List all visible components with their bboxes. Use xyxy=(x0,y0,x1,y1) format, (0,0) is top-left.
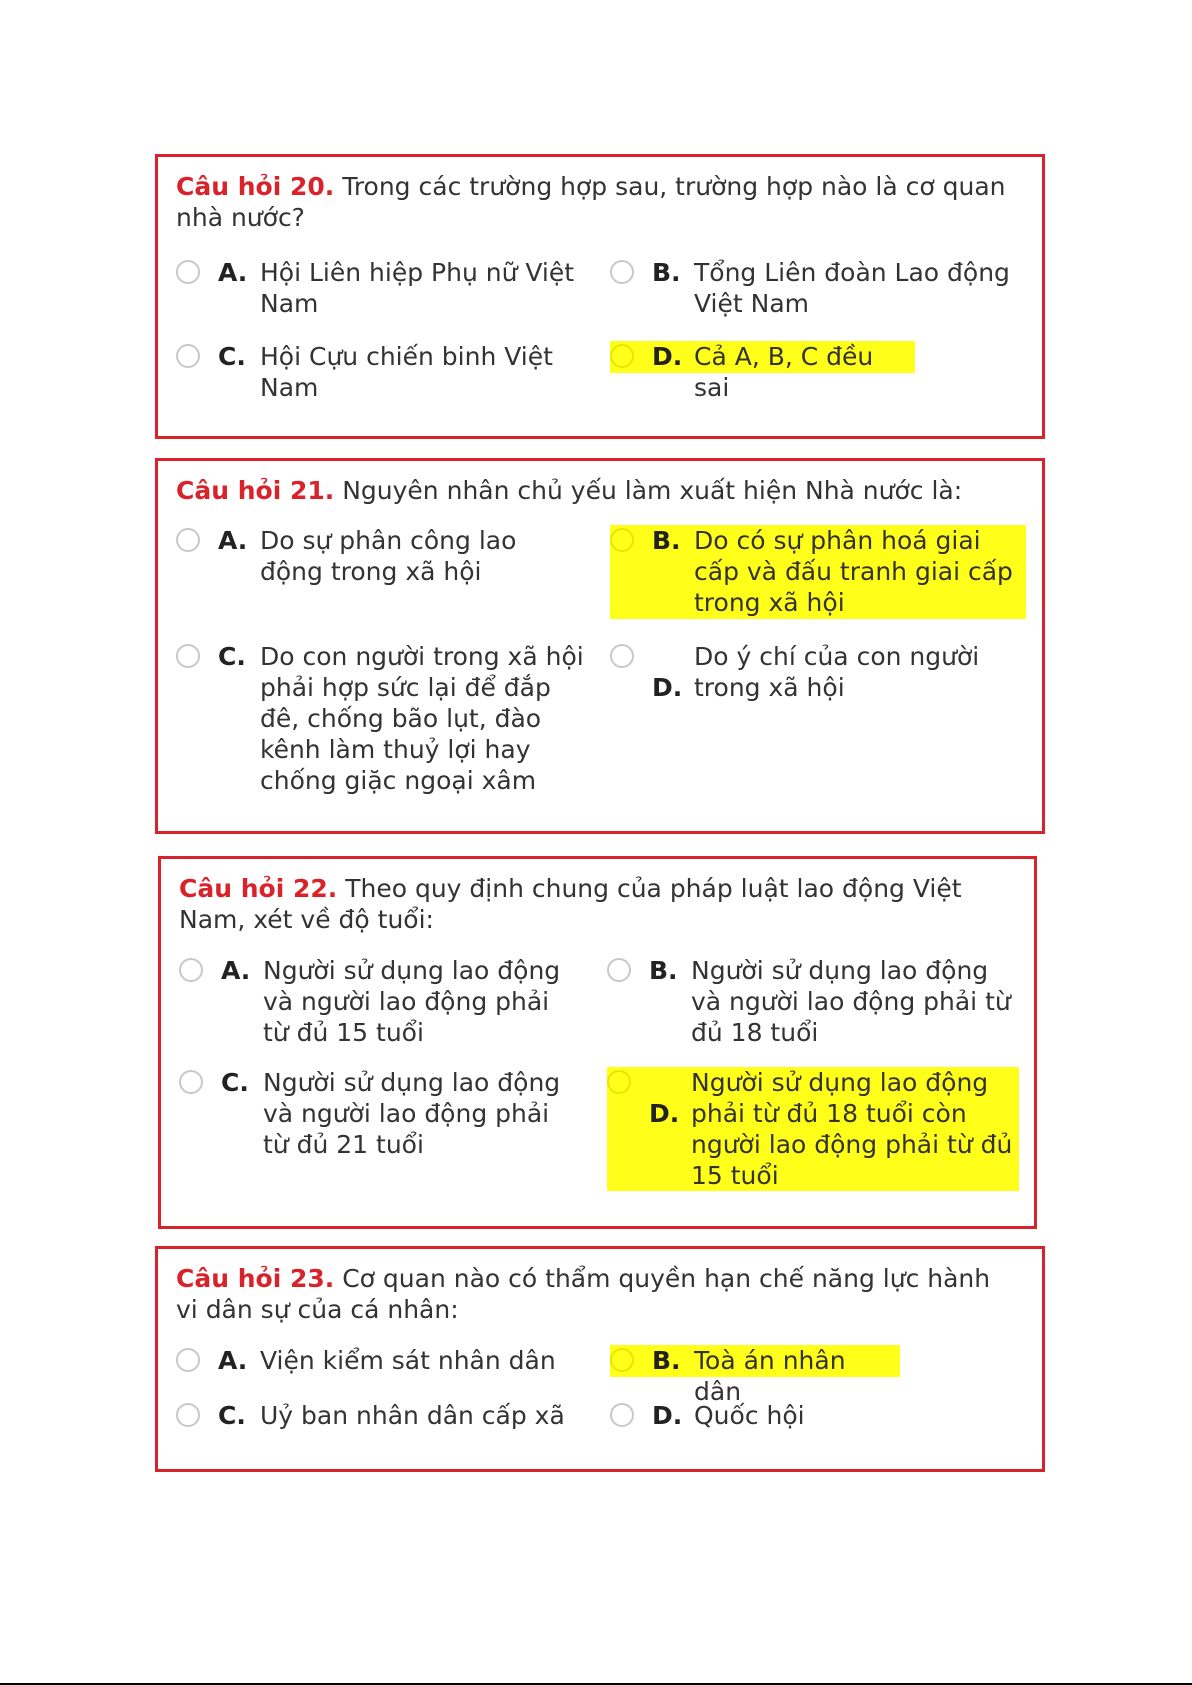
radio-button[interactable] xyxy=(610,260,634,284)
radio-button[interactable] xyxy=(610,344,634,368)
option-letter: C. xyxy=(218,1401,246,1430)
option-c[interactable] xyxy=(176,341,576,407)
radio-button[interactable] xyxy=(176,644,200,668)
option-a[interactable] xyxy=(176,525,576,591)
question-text: Trong các trường hợp sau, trường hợp nào là cơ quan nhà nước? xyxy=(176,172,1006,232)
option-letter: B. xyxy=(652,526,681,555)
radio-button[interactable] xyxy=(610,644,634,668)
option-text: Người sử dụng lao động và người lao động phải từ đủ 21 tuổi xyxy=(263,1068,561,1159)
radio-button[interactable] xyxy=(176,1348,200,1372)
option-letter: B. xyxy=(652,258,681,287)
option-text: Quốc hội xyxy=(694,1401,805,1430)
option-text: Toà án nhân dân xyxy=(694,1346,846,1406)
question-text: Theo quy định chung của pháp luật lao động Việt Nam, xét về độ tuổi: xyxy=(179,874,962,934)
option-letter: D. xyxy=(652,342,683,371)
option-text: Do sự phân công lao động trong xã hội xyxy=(260,526,517,586)
option-b[interactable] xyxy=(610,525,1026,619)
option-letter: C. xyxy=(221,1068,249,1097)
question-20-title xyxy=(176,171,1018,233)
question-number: Câu hỏi 22. xyxy=(179,874,338,903)
option-text: Hội Liên hiệp Phụ nữ Việt Nam xyxy=(260,258,575,318)
question-22-title xyxy=(179,873,1010,935)
option-letter: A. xyxy=(218,526,248,555)
option-text: Do có sự phân hoá giai cấp và đấu tranh giai cấp trong xã hội xyxy=(694,526,1013,617)
option-letter: B. xyxy=(649,956,678,985)
radio-button[interactable] xyxy=(607,958,631,982)
option-c[interactable] xyxy=(176,1400,596,1434)
question-card-21 xyxy=(155,458,1045,834)
option-b[interactable] xyxy=(607,955,1011,1051)
option-text: Người sử dụng lao động và người lao động phải từ đủ 15 tuổi xyxy=(263,956,561,1047)
option-letter: C. xyxy=(218,642,246,671)
question-number: Câu hỏi 23. xyxy=(176,1264,335,1293)
option-text: Tổng Liên đoàn Lao động Việt Nam xyxy=(694,258,1010,318)
question-card-22 xyxy=(158,856,1037,1229)
radio-button[interactable] xyxy=(610,1403,634,1427)
option-letter: D. xyxy=(649,1099,680,1128)
option-a[interactable] xyxy=(176,257,576,323)
radio-button[interactable] xyxy=(179,958,203,982)
option-d[interactable] xyxy=(610,341,915,402)
option-b[interactable] xyxy=(610,1345,900,1406)
option-text: Người sử dụng lao động và người lao động phải từ đủ 18 tuổi xyxy=(691,956,1011,1047)
option-d[interactable] xyxy=(610,641,1010,707)
option-letter: B. xyxy=(652,1346,681,1375)
option-text: Viện kiểm sát nhân dân xyxy=(260,1346,556,1375)
radio-button[interactable] xyxy=(179,1070,203,1094)
radio-button[interactable] xyxy=(610,528,634,552)
option-d[interactable] xyxy=(610,1400,1010,1434)
option-letter: A. xyxy=(218,258,248,287)
option-d[interactable] xyxy=(607,1067,1019,1191)
question-card-20 xyxy=(155,154,1045,439)
option-letter: D. xyxy=(652,1401,683,1430)
question-text: Nguyên nhân chủ yếu làm xuất hiện Nhà nước là: xyxy=(342,476,963,505)
option-b[interactable] xyxy=(610,257,1010,323)
question-card-23 xyxy=(155,1246,1045,1472)
option-c[interactable] xyxy=(179,1067,579,1163)
option-text: Hội Cựu chiến binh Việt Nam xyxy=(260,342,553,402)
option-text: Người sử dụng lao động phải từ đủ 18 tuổi còn người lao động phải từ đủ 15 tuổi xyxy=(691,1068,1013,1190)
radio-button[interactable] xyxy=(176,528,200,552)
radio-button[interactable] xyxy=(607,1070,631,1094)
option-a[interactable] xyxy=(179,955,579,1051)
question-number: Câu hỏi 20. xyxy=(176,172,335,201)
option-c[interactable] xyxy=(176,641,586,801)
option-text: Uỷ ban nhân dân cấp xã xyxy=(260,1401,565,1430)
option-letter: C. xyxy=(218,342,246,371)
question-23-title xyxy=(176,1263,1018,1325)
option-a[interactable] xyxy=(176,1345,596,1379)
option-text: Do con người trong xã hội phải hợp sức lại để đắp đê, chống bão lụt, đào kênh làm thuỷ lợi hay chống giặc ngoại xâm xyxy=(260,642,584,795)
question-number: Câu hỏi 21. xyxy=(176,476,335,505)
option-letter: A. xyxy=(221,956,251,985)
radio-button[interactable] xyxy=(176,344,200,368)
question-text: Cơ quan nào có thẩm quyền hạn chế năng lực hành vi dân sự của cá nhân: xyxy=(176,1264,991,1324)
radio-button[interactable] xyxy=(176,1403,200,1427)
question-21-title xyxy=(176,475,1018,506)
option-letter: D. xyxy=(652,673,683,702)
option-text: Cả A, B, C đều sai xyxy=(694,342,874,402)
radio-button[interactable] xyxy=(610,1348,634,1372)
option-letter: A. xyxy=(218,1346,248,1375)
option-text: Do ý chí của con người trong xã hội xyxy=(694,642,980,702)
radio-button[interactable] xyxy=(176,260,200,284)
